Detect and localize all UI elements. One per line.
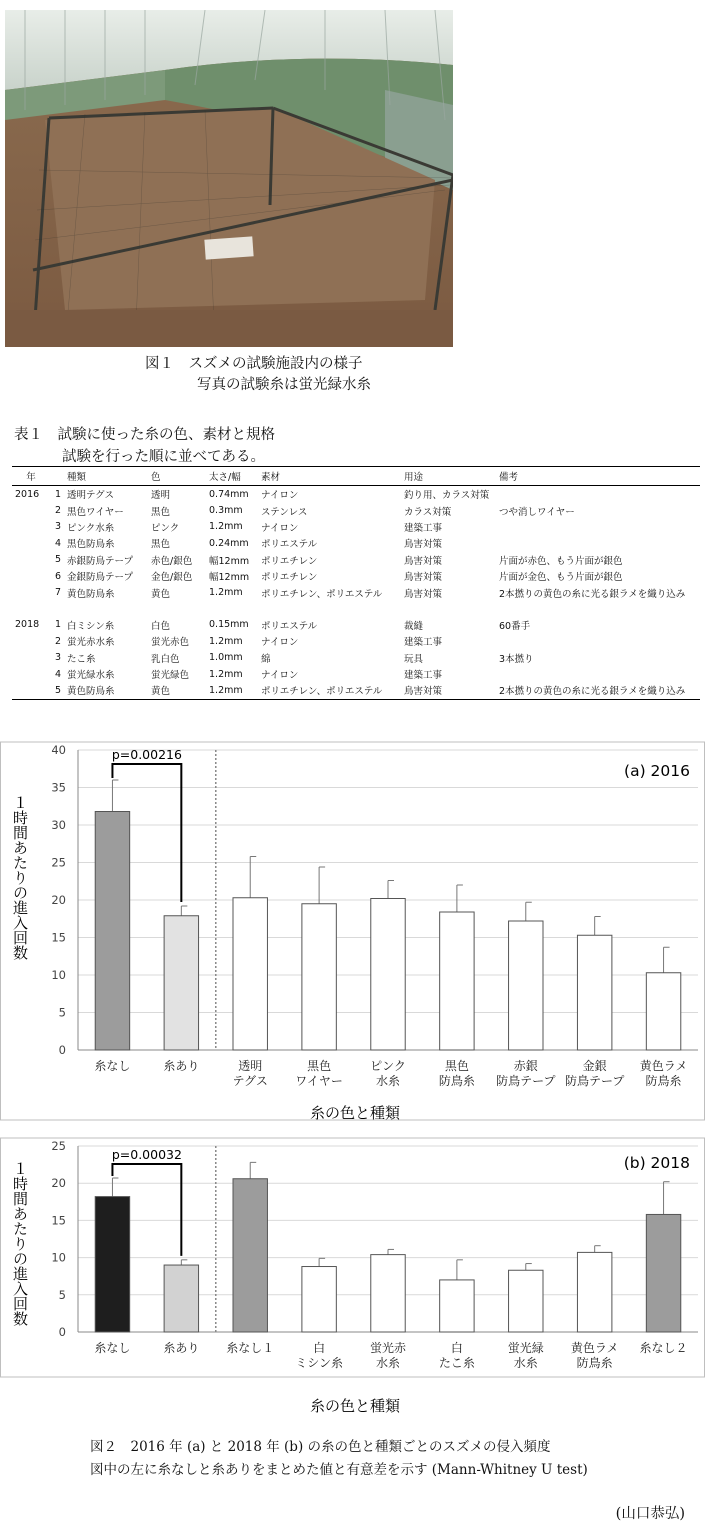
- table-cell-use: 建築工事: [404, 522, 443, 534]
- table-cell-size: 1.2mm: [206, 682, 258, 699]
- table-cell-size: 0.15mm: [209, 619, 249, 631]
- table-row: [12, 568, 700, 584]
- x-tick-label: 黄色ラメ: [570, 1341, 619, 1355]
- table-cell-material: ポリエチレン、ポリエステル: [261, 588, 383, 600]
- table-cell-no: 4: [54, 537, 61, 549]
- x-tick-label: ミシン糸: [295, 1356, 343, 1370]
- table-spacer-cell: [12, 601, 700, 617]
- figure2-caption-line1: 図２ 2016 年 (a) と 2018 年 (b) の糸の色と種類ごとのスズメの侵入頻度: [90, 1439, 551, 1455]
- table-cell-year: [12, 552, 50, 568]
- table-cell-year: [12, 584, 50, 600]
- x-tick-label: 糸あり: [163, 1059, 200, 1073]
- table-header-row: [12, 467, 700, 486]
- greenhouse-photo: [5, 10, 453, 347]
- y-tick-label: 20: [51, 1176, 66, 1191]
- table-cell-size: 1.0mm: [209, 652, 243, 664]
- table-cell-material: ナイロン: [261, 670, 299, 682]
- table-cell-no: 2: [54, 505, 61, 517]
- table-cell-type: 黒色防鳥糸: [67, 539, 115, 551]
- bar: [646, 973, 680, 1050]
- table-cell-material: ポリエチレン: [261, 555, 318, 567]
- table-cell-color: 乳白色: [151, 653, 180, 665]
- figure2-caption-line2: 図中の左に糸なしと糸ありをまとめた値と有意差を示す (Mann-Whitney U test): [90, 1462, 588, 1478]
- table-cell-color: 白色: [151, 620, 171, 632]
- table-cell-year: [12, 519, 50, 535]
- table-cell-color: 蛍光赤色: [151, 637, 190, 649]
- table-cell-size: 幅12mm: [209, 572, 250, 584]
- table-cell-no: 1: [54, 619, 61, 631]
- table-cell-use: 釣り用、カラス対策: [404, 490, 490, 502]
- table-cell-material: 綿: [261, 653, 271, 665]
- x-tick-label: テグス: [232, 1074, 268, 1088]
- table-cell-use: 建築工事: [404, 637, 443, 649]
- table-row: [12, 682, 700, 699]
- table-cell-use: 鳥害対策: [404, 572, 443, 584]
- table-cell-type: 透明テグス: [67, 490, 115, 502]
- table-cell-material: ポリエステル: [261, 539, 318, 551]
- table-cell-use: カラス対策: [404, 506, 452, 518]
- thread-spec-table: [12, 466, 700, 700]
- table-cell-size: 0.3mm: [209, 505, 243, 517]
- column-header-use: 用途: [401, 467, 496, 486]
- x-tick-label: 金銀: [582, 1059, 607, 1073]
- y-tick-label: 35: [51, 780, 66, 795]
- x-tick-label: ピンク: [370, 1059, 406, 1073]
- x-tick-label: 防鳥糸: [438, 1074, 475, 1088]
- column-header-size: 太さ/幅: [206, 467, 258, 486]
- y-tick-label: 40: [51, 743, 66, 757]
- x-tick-label: たこ糸: [438, 1356, 475, 1370]
- table-cell-use: 裁縫: [404, 620, 424, 632]
- table-cell-note: [496, 633, 700, 649]
- table-cell-size: 幅12mm: [209, 555, 250, 567]
- x-axis-label: 糸の色と種類: [309, 1104, 401, 1122]
- y-tick-label: 25: [51, 1139, 66, 1153]
- x-tick-label: 糸なし２: [639, 1341, 688, 1355]
- table-cell-color: 蛍光緑色: [151, 670, 190, 682]
- table-row: [12, 519, 700, 535]
- table-cell-size: 0.24mm: [209, 537, 249, 549]
- table-row: [12, 552, 700, 568]
- column-header-material: 素材: [258, 467, 401, 486]
- table-cell-material: ポリエステル: [261, 620, 318, 632]
- bar: [440, 912, 474, 1050]
- bar: [302, 1267, 336, 1332]
- x-tick-label: 防鳥テープ: [564, 1074, 625, 1088]
- y-tick-label: 25: [51, 855, 66, 870]
- bar: [577, 935, 611, 1050]
- x-tick-label: 黒色: [307, 1059, 332, 1073]
- table-cell-type: 蛍光赤水糸: [67, 637, 115, 649]
- column-header-note: 備考: [496, 467, 700, 486]
- y-tick-label: 5: [58, 1287, 66, 1302]
- table-cell-color: 透明: [151, 490, 171, 502]
- column-header-type: 種類: [64, 467, 148, 486]
- table-cell-no: 5: [50, 682, 64, 699]
- x-tick-label: 白: [450, 1341, 463, 1355]
- table-cell-color: ピンク: [151, 522, 180, 534]
- table-cell-type: 黄色防鳥糸: [64, 682, 148, 699]
- chart-2018: [0, 1133, 705, 1423]
- column-header-no: [50, 467, 64, 486]
- figure1-caption-line2: 写真の試験糸は蛍光緑水糸: [197, 377, 371, 393]
- table-cell-type: 白ミシン糸: [67, 620, 115, 632]
- table-cell-note: 60番手: [499, 620, 531, 632]
- table-cell-color: 黄色: [151, 588, 171, 600]
- table-cell-note: つや消しワイヤー: [499, 506, 575, 518]
- table-row: [12, 633, 700, 649]
- table-cell-size: 1.2mm: [209, 587, 243, 599]
- table-cell-year: [12, 535, 50, 551]
- x-tick-label: 黒色: [444, 1059, 469, 1073]
- table-cell-note: [496, 535, 700, 551]
- column-header-color: 色: [148, 467, 206, 486]
- x-tick-label: 糸なし: [94, 1341, 131, 1355]
- table-cell-type: 黒色ワイヤー: [67, 506, 124, 518]
- table-cell-material: ナイロン: [261, 490, 299, 502]
- bar: [371, 899, 405, 1051]
- bar: [577, 1252, 611, 1332]
- table-cell-note: [496, 519, 700, 535]
- table-cell-size: 1.2mm: [209, 521, 243, 533]
- y-tick-label: 20: [51, 893, 66, 907]
- table-cell-note: [496, 486, 700, 503]
- table-cell-no: 7: [54, 587, 61, 599]
- table-row: [12, 486, 700, 503]
- y-axis-label: １時間あたりの進入回数: [11, 1161, 29, 1326]
- x-tick-label: 蛍光赤: [369, 1341, 407, 1355]
- y-tick-label: 30: [51, 818, 66, 832]
- p-value-label: p=0.00032: [111, 1147, 182, 1162]
- table-cell-year: 2016: [15, 488, 40, 500]
- x-tick-label: 糸なし: [94, 1059, 131, 1073]
- x-tick-label: 蛍光緑: [507, 1341, 544, 1355]
- panel-label: (b) 2018: [623, 1154, 690, 1172]
- bar: [371, 1255, 405, 1332]
- bar: [233, 1179, 267, 1332]
- table-cell-no: 2: [54, 635, 61, 647]
- bar: [95, 812, 129, 1051]
- table-cell-note: 3本撚り: [499, 653, 534, 665]
- x-axis-label: 糸の色と種類: [309, 1397, 401, 1415]
- x-tick-label: 水糸: [513, 1356, 538, 1370]
- bar: [509, 921, 543, 1050]
- table-cell-year: [12, 650, 50, 666]
- bar: [509, 1270, 543, 1332]
- x-tick-label: 糸あり: [163, 1341, 200, 1355]
- x-tick-label: 防鳥テープ: [496, 1074, 556, 1088]
- y-tick-label: 10: [51, 1250, 66, 1265]
- y-tick-label: 10: [51, 968, 66, 982]
- table-cell-year: [12, 568, 50, 584]
- x-tick-label: 赤銀: [513, 1059, 538, 1073]
- y-tick-label: 15: [51, 930, 66, 945]
- table-spacer-row: [12, 601, 700, 617]
- y-axis-label: １時間あたりの進入回数: [11, 795, 29, 960]
- x-tick-label: 水糸: [375, 1074, 401, 1088]
- table-cell-use: 鳥害対策: [404, 588, 443, 600]
- figure1-caption-line1: 図１ スズメの試験施設内の様子: [145, 356, 363, 372]
- x-tick-label: 防鳥糸: [576, 1356, 613, 1370]
- table-cell-note: 片面が赤色、もう片面が銀色: [499, 555, 623, 567]
- table-cell-color: 黒色: [151, 506, 171, 518]
- table1-caption-line1: 表１ 試験に使った糸の色、素材と規格: [14, 427, 275, 443]
- table-cell-no: 5: [54, 554, 61, 566]
- table-cell-note: 2本撚りの黄色の糸に光る銀ラメを織り込み: [499, 588, 686, 600]
- table-cell-type: 黄色防鳥糸: [67, 588, 115, 600]
- table-cell-note: 2本撚りの黄色の糸に光る銀ラメを織り込み: [496, 682, 700, 699]
- table-cell-no: 6: [54, 570, 61, 582]
- bar: [440, 1280, 474, 1332]
- x-tick-label: 白: [313, 1341, 326, 1355]
- table-cell-type: 赤銀防鳥テープ: [67, 555, 134, 567]
- table1-caption-line2: 試験を行った順に並べてある。: [62, 449, 265, 465]
- table-cell-note: 片面が金色、もう片面が銀色: [499, 572, 623, 584]
- y-tick-label: 0: [58, 1325, 66, 1339]
- table-row: [12, 666, 700, 682]
- bar: [164, 916, 198, 1050]
- bar: [95, 1197, 129, 1332]
- table-cell-no: 3: [54, 521, 61, 533]
- table-cell-use: 鳥害対策: [404, 555, 443, 567]
- table-cell-no: 1: [54, 488, 61, 500]
- table-cell-material: ステンレス: [261, 506, 308, 518]
- table-cell-type: たこ糸: [67, 653, 96, 665]
- author-credit: (山口恭弘): [615, 1506, 685, 1522]
- bar: [233, 898, 267, 1050]
- x-tick-label: 黄色ラメ: [639, 1059, 688, 1073]
- y-tick-label: 0: [58, 1043, 66, 1057]
- bar: [164, 1265, 198, 1332]
- table-cell-year: [12, 502, 50, 518]
- table-cell-size: 1.2mm: [209, 668, 243, 680]
- table-cell-year: [12, 633, 50, 649]
- table-row: [12, 535, 700, 551]
- table-cell-material: ポリエチレン、ポリエステル: [258, 682, 401, 699]
- panel-label: (a) 2016: [624, 762, 690, 780]
- x-tick-label: 防鳥糸: [645, 1074, 682, 1088]
- x-tick-label: ワイヤー: [295, 1074, 343, 1088]
- x-tick-label: 水糸: [375, 1356, 401, 1370]
- table-row: [12, 584, 700, 600]
- table-cell-note: [496, 666, 700, 682]
- table-cell-type: ピンク水糸: [67, 522, 115, 534]
- table-cell-type: 金銀防鳥テープ: [67, 572, 134, 584]
- p-value-label: p=0.00216: [111, 747, 182, 762]
- table-cell-color: 黒色: [151, 539, 171, 551]
- table-cell-year: 2018: [15, 619, 40, 631]
- table-cell-material: ナイロン: [261, 522, 299, 534]
- table-cell-no: 3: [54, 652, 61, 664]
- bar: [302, 904, 336, 1050]
- table-cell-size: 0.74mm: [209, 488, 249, 500]
- table-row: [12, 502, 700, 518]
- x-tick-label: 透明: [238, 1059, 263, 1073]
- y-tick-label: 5: [58, 1005, 66, 1020]
- table-cell-type: 蛍光緑水糸: [67, 670, 115, 682]
- table-cell-use: 鳥害対策: [404, 539, 443, 551]
- column-header-year: 年: [12, 467, 50, 486]
- table-cell-use: 玩具: [404, 653, 424, 665]
- table-cell-color: 金色/銀色: [151, 572, 193, 584]
- table-cell-year: [12, 682, 50, 699]
- table-row: [12, 617, 700, 633]
- table-cell-no: 4: [54, 668, 61, 680]
- chart-2016: [0, 735, 705, 1130]
- table-cell-color: 赤色/銀色: [151, 555, 193, 567]
- table-row: [12, 650, 700, 666]
- table-cell-size: 1.2mm: [209, 635, 243, 647]
- table-cell-use: 建築工事: [404, 670, 443, 682]
- table-cell-year: [12, 666, 50, 682]
- table-cell-material: ナイロン: [261, 637, 299, 649]
- x-tick-label: 糸なし１: [226, 1341, 275, 1355]
- table-cell-material: ポリエチレン: [261, 572, 318, 584]
- y-tick-label: 15: [51, 1213, 66, 1228]
- bar: [646, 1214, 680, 1332]
- table-body: [12, 486, 700, 700]
- table-cell-color: 黄色: [148, 682, 206, 699]
- table-cell-use: 鳥害対策: [401, 682, 496, 699]
